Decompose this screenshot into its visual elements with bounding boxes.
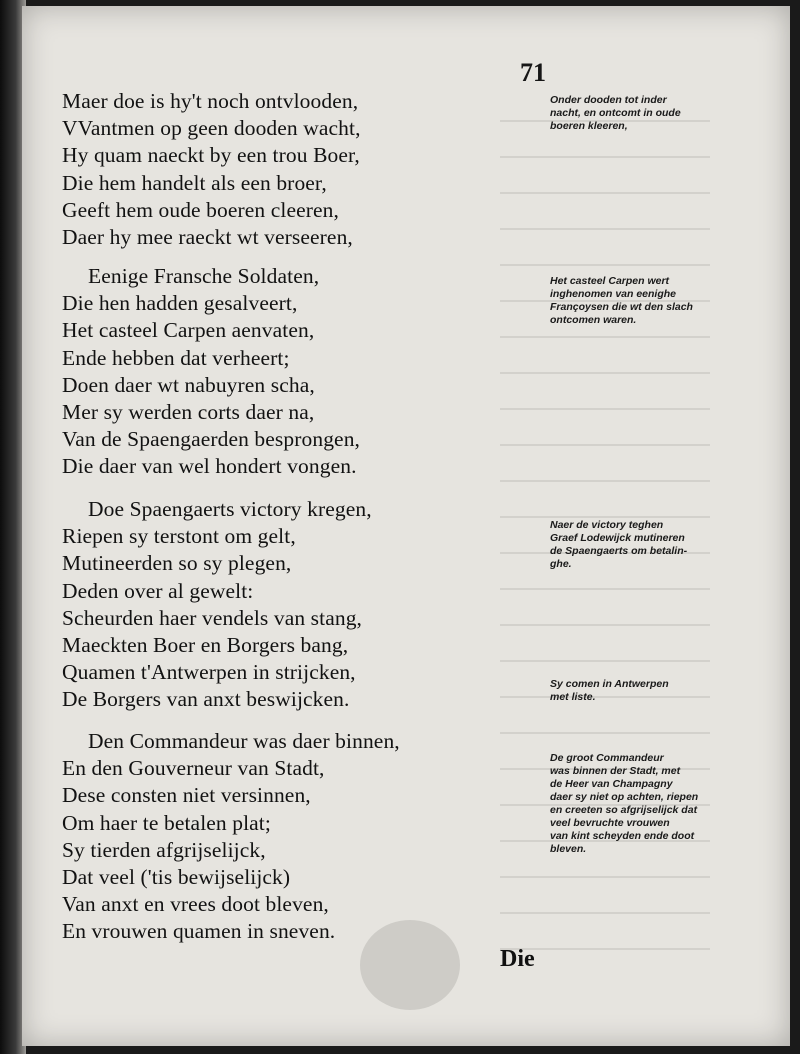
- catchword: Die: [500, 946, 535, 972]
- note-line: Naer de victory teghen: [550, 519, 664, 531]
- verse-line: VVantmen op geen dooden wacht,: [62, 116, 361, 141]
- stanza-4: [62, 728, 400, 946]
- verse-line: Ende hebben dat verheert;: [62, 345, 290, 370]
- verse-line: De Borgers van anxt beswijcken.: [62, 687, 350, 712]
- margin-note-3: [550, 519, 730, 571]
- verse-line: Van anxt en vrees doot bleven,: [62, 892, 329, 917]
- note-line: met liste.: [550, 691, 596, 703]
- note-line: Françoysen die wt den slach: [550, 301, 693, 313]
- note-line: Graef Lodewijck mutineren: [550, 532, 685, 544]
- verse-line: Doe Spaengaerts victory kregen,: [88, 497, 372, 521]
- margin-note-1: [550, 94, 730, 133]
- note-line: boeren kleeren,: [550, 120, 628, 132]
- verse-line: Daer hy mee raeckt wt verseeren,: [62, 225, 353, 250]
- verse-line: Eenige Fransche Soldaten,: [88, 264, 320, 288]
- verse-line: Maeckten Boer en Borgers bang,: [62, 633, 349, 658]
- note-line: Onder dooden tot inder: [550, 94, 667, 106]
- verse-line: Mutineerden so sy plegen,: [62, 551, 292, 576]
- note-line: ontcomen waren.: [550, 314, 637, 326]
- stanza-3: [62, 496, 372, 714]
- verse-line: Om haer te betalen plat;: [62, 810, 271, 835]
- verse-line: En vrouwen quamen in sneven.: [62, 919, 336, 944]
- verse-line: Van de Spaengaerden besprongen,: [62, 427, 361, 452]
- verse-line: Die daer van wel hondert vongen.: [62, 454, 357, 479]
- note-line: veel bevruchte vrouwen: [550, 817, 670, 829]
- stanza-1: [62, 88, 361, 251]
- verse-line: Deden over al gewelt:: [62, 578, 254, 603]
- verse-line: Doen daer wt nabuyren scha,: [62, 372, 315, 397]
- note-line: Het casteel Carpen wert: [550, 275, 670, 287]
- note-line: bleven.: [550, 843, 587, 855]
- verse-line: Hy quam naeckt by een trou Boer,: [62, 143, 360, 168]
- verse-line: En den Gouverneur van Stadt,: [62, 756, 325, 781]
- note-line: nacht, en ontcomt in oude: [550, 107, 681, 119]
- note-line: was binnen der Stadt, met: [550, 765, 681, 777]
- verse-line: Maer doe is hy't noch ontvlooden,: [62, 89, 359, 113]
- note-line: daer sy niet op achten, riepen: [550, 791, 699, 803]
- note-line: De groot Commandeur: [550, 752, 664, 764]
- page-number: 71: [520, 58, 546, 87]
- note-line: en creeten so afgrijselijck dat: [550, 804, 698, 816]
- verse-line: Dat veel ('tis bewijselijck): [62, 865, 291, 890]
- margin-note-5: [550, 752, 730, 856]
- verse-line: Sy tierden afgrijselijck,: [62, 837, 266, 862]
- verse-line: Scheurden haer vendels van stang,: [62, 605, 363, 630]
- verse-line: Riepen sy terstont om gelt,: [62, 524, 296, 549]
- verse-line: Dese consten niet versinnen,: [62, 783, 311, 808]
- note-line: inghenomen van eenighe: [550, 288, 677, 300]
- stanza-2: [62, 263, 360, 481]
- note-line: ghe.: [550, 558, 572, 570]
- note-line: de Spaengaerts om betalin-: [550, 545, 688, 557]
- verse-line: Het casteel Carpen aenvaten,: [62, 318, 315, 343]
- verse-line: Quamen t'Antwerpen in strijcken,: [62, 660, 356, 685]
- verse-line: Den Commandeur was daer binnen,: [88, 729, 400, 753]
- verse-line: Geeft hem oude boeren cleeren,: [62, 197, 339, 222]
- verse-line: Die hem handelt als een broer,: [62, 170, 327, 195]
- margin-note-4: [550, 678, 730, 704]
- note-line: de Heer van Champagny: [550, 778, 673, 790]
- margin-note-2: [550, 275, 730, 327]
- note-line: van kint scheyden ende doot: [550, 830, 695, 842]
- verse-line: Die hen hadden gesalveert,: [62, 291, 298, 316]
- verse-line: Mer sy werden corts daer na,: [62, 400, 315, 425]
- note-line: Sy comen in Antwerpen: [550, 678, 669, 690]
